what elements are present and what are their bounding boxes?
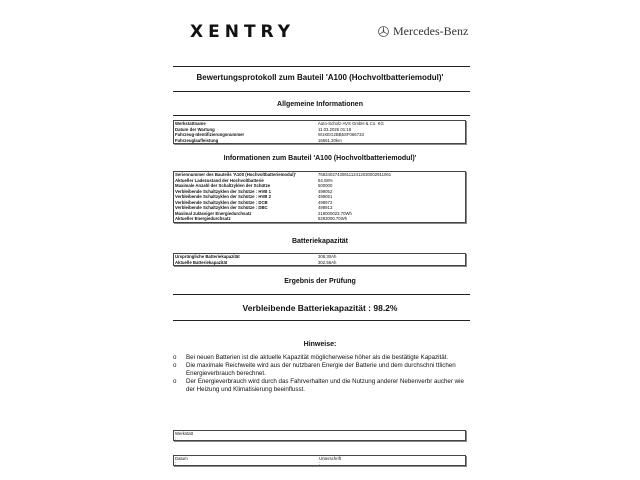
workshop-label: Werkstatt xyxy=(175,431,194,436)
row-value: 84.08% xyxy=(318,177,333,183)
divider xyxy=(173,115,470,116)
row-label: Ursprüngliche Batteriekapazität xyxy=(175,254,240,259)
row-value: W1KEG2BB5SF066733 xyxy=(318,132,364,137)
document-title: Bewertungsprotokoll zum Bauteil 'A100 (Hochvoltbatteriemodul)' xyxy=(196,73,444,82)
divider xyxy=(173,320,470,321)
row-label: Werkstattname xyxy=(175,121,206,126)
row-label: Verbleibende Schaltzyklen der Schütze : DCB xyxy=(175,199,268,205)
workshop-signature-box xyxy=(173,430,466,441)
row-value: Auto-Scholz-AVS GmbH & Co. KG xyxy=(318,121,384,126)
note-text: Der Energieverbrauch wird durch das Fahrverhalten und die Nutzung anderer Nebenverbr aucher wie der Heizung und Klimatisierung beeinflusst. xyxy=(186,378,464,393)
note-item xyxy=(173,362,473,378)
row-value: 16651.20km xyxy=(318,137,342,143)
table-row xyxy=(175,138,464,144)
divider xyxy=(173,66,470,67)
row-label: Verbleibende Schaltzyklen der Schütze : HVB 2 xyxy=(175,194,271,199)
component-info-heading: Informationen zum Bauteil 'A100 (Hochvoltbatteriemodul)' xyxy=(223,155,417,162)
signature-label: Unterschrift xyxy=(319,456,341,461)
row-value: 500000 xyxy=(318,183,333,188)
note-text: Bei neuen Batterien ist die aktuelle Kapazität möglicherweise höher als die bestätigte Kapazität. xyxy=(186,354,449,361)
xentry-logo: XENTRY xyxy=(190,22,296,42)
row-value: 11.03.2026 01:18 xyxy=(318,126,352,132)
row-label: Verbleibende Schaltzyklen der Schütze : DBC xyxy=(175,205,268,210)
row-value: 302.56Ah xyxy=(318,259,337,265)
row-value: 499052 xyxy=(318,188,333,194)
row-value: 8293000.70Wh xyxy=(318,216,348,221)
note-item xyxy=(173,378,473,394)
row-label: Datum der Wartung xyxy=(175,126,215,132)
component-info-table xyxy=(173,171,466,223)
general-info-heading: Allgemeine Informationen xyxy=(277,101,363,108)
bullet-icon: o xyxy=(173,362,177,369)
row-label: Aktueller Energiedurchsatz xyxy=(175,216,231,221)
result-heading: Ergebnis der Prüfung xyxy=(284,278,356,285)
divider xyxy=(173,294,470,295)
notes-heading: Hinweise: xyxy=(303,341,337,348)
row-value: 308.30Ah xyxy=(318,254,337,259)
divider xyxy=(173,91,470,92)
row-label: Maximal zulässiger Energiedurchsatz xyxy=(175,210,252,216)
bullet-icon: o xyxy=(173,354,177,361)
table-row xyxy=(175,260,464,266)
general-info-table xyxy=(173,120,466,144)
row-label: Seriennummer des Bauteils 'A100 (Hochvoltbatteriemodul)' xyxy=(175,172,296,177)
workshop-value: : xyxy=(175,436,177,441)
row-label: Aktueller Ladezustand der Hochvoltbatterie xyxy=(175,177,264,183)
row-label: Aktuelle Batteriekapazität xyxy=(175,259,228,265)
date-label: Datum xyxy=(175,456,188,461)
row-label: Fahrzeug-Identifizierungsnummer xyxy=(175,132,245,137)
brand-name: Mercedes-Benz xyxy=(393,24,469,38)
remaining-capacity-result: Verbleibende Batteriekapazität : 98.2% xyxy=(242,303,398,313)
capacity-heading: Batteriekapazität xyxy=(291,238,349,245)
row-label: Maximale Anzahl der Schaltzyklen der Schütze xyxy=(175,183,271,188)
signature-value: : xyxy=(319,461,321,466)
mercedes-benz-logo xyxy=(378,24,468,39)
note-text: Die maximale Reichweite wird aus der nutzbaren Energie der Batterie und dem durchschni ttlichen Energieverbrauch berechnet. xyxy=(186,362,456,377)
notes-list xyxy=(173,354,473,394)
row-value: 7683402743081112412030002911061 xyxy=(318,172,392,177)
row-label: Fahrzeuglaufleistung xyxy=(175,137,219,143)
row-value: 498913 xyxy=(318,205,333,210)
date-value: : xyxy=(175,461,177,466)
row-value: 498972 xyxy=(318,199,333,205)
row-value: 499051 xyxy=(318,194,333,199)
mercedes-star-icon xyxy=(378,26,389,37)
table-row xyxy=(175,216,464,222)
bullet-icon: o xyxy=(173,378,177,385)
row-label: Verbleibende Schaltzyklen der Schütze : HVB 1 xyxy=(175,188,271,194)
capacity-table xyxy=(173,253,466,266)
date-signature-box xyxy=(173,455,466,466)
note-item xyxy=(173,354,473,362)
row-value: 218000023.70Wh xyxy=(318,210,352,216)
